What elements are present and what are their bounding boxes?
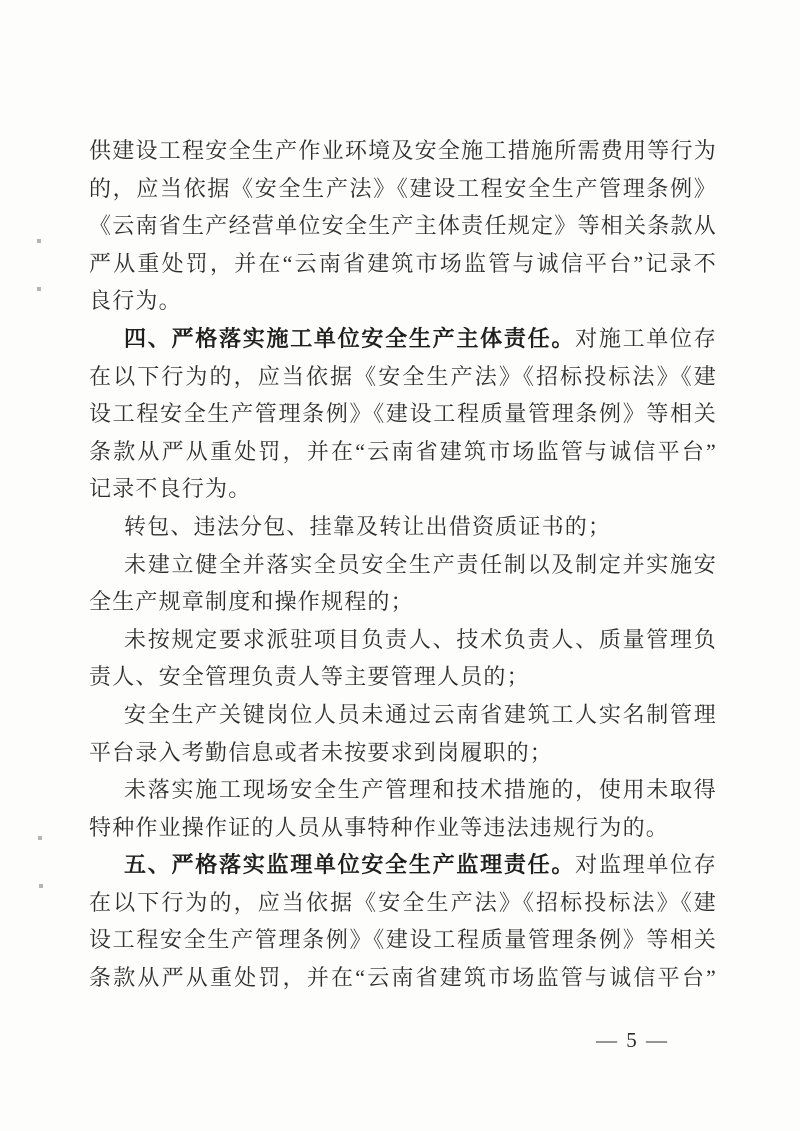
text-line [89, 546, 717, 584]
text-line [89, 583, 717, 621]
text-line [89, 846, 717, 884]
text-line [89, 433, 717, 471]
text-run: 设工程安全生产管理条例》《建设工程质量管理条例》等相关 [89, 927, 717, 953]
text-run: 特种作业操作证的人员从事特种作业等违法违规行为的。 [89, 814, 670, 840]
text-line [89, 207, 717, 245]
scan-speck [37, 239, 41, 243]
text-line [89, 771, 717, 809]
text-line [89, 621, 717, 659]
text-run: 严从重处罚，并在“云南省建筑市场监管与诚信平台”记录不 [89, 250, 717, 276]
text-run: 对施工单位存 [575, 325, 717, 351]
text-line [89, 696, 717, 734]
text-run: 供建设工程安全生产作业环境及安全施工措施所需费用等行为 [89, 138, 717, 163]
text-line [89, 282, 717, 320]
text-run: 未按规定要求派驻项目负责人、技术负责人、质量管理负 [124, 626, 717, 652]
text-run: 转包、违法分包、挂靠及转让出借资质证书的； [124, 513, 612, 539]
text-line [89, 170, 717, 208]
text-line [89, 508, 717, 546]
scan-speck [38, 836, 42, 840]
text-run: 条款从严从重处罚，并在“云南省建筑市场监管与诚信平台” [89, 965, 717, 991]
section-heading: 五、严格落实监理单位安全生产监理责任。 [124, 852, 576, 878]
text-run: 未建立健全并落实全员安全生产责任制以及制定并实施安 [124, 551, 717, 577]
text-line [89, 358, 717, 396]
text-line [89, 959, 717, 997]
section-heading: 四、严格落实施工单位安全生产主体责任。 [124, 325, 576, 351]
text-line [89, 658, 717, 696]
text-run: 记录不良行为。 [89, 476, 252, 502]
text-line [89, 921, 717, 959]
text-line [89, 884, 717, 922]
text-run: 对监理单位存 [575, 852, 717, 878]
text-run: 安全生产关键岗位人员未通过云南省建筑工人实名制管理 [124, 701, 717, 727]
text-run: 在以下行为的，应当依据《安全生产法》《招标投标法》《建 [89, 363, 717, 389]
text-run: 责人、安全管理负责人等主要管理人员的； [89, 664, 530, 690]
scan-speck [37, 287, 41, 291]
scan-speck [39, 884, 43, 888]
text-run: 未落实施工现场安全生产管理和技术措施的，使用未取得 [124, 777, 717, 803]
text-run: 良行为。 [89, 288, 182, 314]
text-run: 的，应当依据《安全生产法》《建设工程安全生产管理条例》 [89, 175, 717, 201]
text-line [89, 470, 717, 508]
page-number: — 5 — [596, 1028, 669, 1052]
text-run: 平台录入考勤信息或者未按要求到岗履职的； [89, 739, 554, 765]
text-run: 全生产规章制度和操作规程的； [89, 589, 414, 615]
text-run: 在以下行为的，应当依据《安全生产法》《招标投标法》《建 [89, 889, 717, 915]
text-line [89, 132, 717, 170]
text-line [89, 809, 717, 847]
text-run: 《云南省生产经营单位安全生产主体责任规定》等相关条款从 [89, 213, 717, 239]
text-run: 设工程安全生产管理条例》《建设工程质量管理条例》等相关 [89, 401, 717, 427]
text-run: 条款从严从重处罚，并在“云南省建筑市场监管与诚信平台” [89, 438, 717, 464]
text-line [89, 245, 717, 283]
document-body [89, 132, 717, 997]
text-line [89, 734, 717, 772]
text-line [89, 320, 717, 358]
text-line [89, 395, 717, 433]
